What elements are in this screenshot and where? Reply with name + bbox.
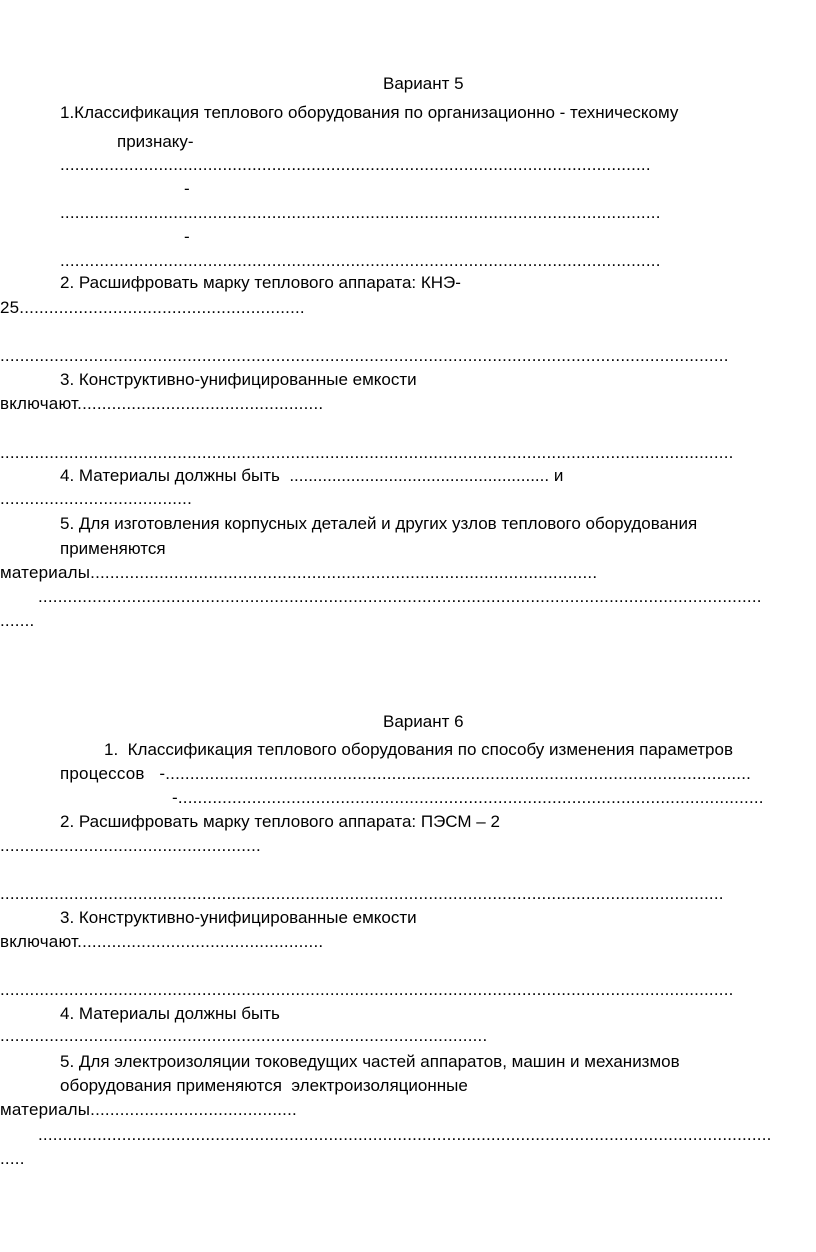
v6-q1-answer-line-1[interactable]: процессов -....................................................................................................................... [60,764,752,783]
variant6-title: Вариант 6 [383,712,464,731]
v6-q5-text: 5. Для электроизоляции токоведущих частей аппаратов, машин и механизмов [60,1052,680,1071]
v5-q1-text: 1.Классификация теплового оборудования по организационно - техническому [60,103,679,122]
v6-q3-answer-line-1[interactable]: включают.................................................. [0,932,324,951]
v5-q2-answer-line-2[interactable]: .................................................................................................................................................... [0,346,729,365]
v5-q5-answer-line-2[interactable]: ................................................................................................................................................... [38,587,762,606]
v5-q1-answer-line-2[interactable]: .......................................................................................................................... [60,203,661,222]
v6-q5-text-cont: оборудования применяются электроизоляционные [60,1076,468,1095]
v5-q4-answer-line[interactable]: ....................................... [0,489,193,508]
v6-q2-text: 2. Расшифровать марку теплового аппарата: ПЭСМ – 2 [60,812,500,831]
v5-q5-answer-line-1[interactable]: материалы....................................................................................................... [0,563,598,582]
v5-q1-dash-2: - [184,227,190,246]
v5-q3-text: 3. Конструктивно-унифицированные емкости [60,370,417,389]
v6-q4-text: 4. Материалы должны быть [60,1004,280,1023]
v6-q3-answer-line-2[interactable]: ..................................................................................................................................................... [0,980,734,999]
v6-q3-text: 3. Конструктивно-унифицированные емкости [60,908,417,927]
v6-q5-answer-line-2[interactable]: ..................................................................................................................................................... [38,1125,772,1144]
v6-q5-answer-line-3[interactable]: ..... [0,1149,25,1168]
v5-q2-answer-line-1[interactable]: 25.......................................................... [0,298,305,317]
v5-q1-dash-1: - [184,179,190,198]
v5-q3-answer-line-2[interactable]: ..................................................................................................................................................... [0,443,734,462]
v6-q4-answer-line[interactable]: ................................................................................................... [0,1026,488,1045]
v6-q2-answer-line-2[interactable]: ................................................................................................................................................... [0,884,724,903]
variant5-title: Вариант 5 [383,74,464,93]
v5-q2-text: 2. Расшифровать марку теплового аппарата: КНЭ- [60,273,461,292]
v5-q5-text-cont: применяются [60,539,166,558]
v6-q2-answer-line-1[interactable]: ..................................................... [0,836,261,855]
v6-q1-text: 1. Классификация теплового оборудования по способу изменения параметров [104,740,733,759]
v5-q4-text: 4. Материалы должны быть ....................................................... и [60,466,564,485]
v5-q1-answer-line-3[interactable]: .......................................................................................................................... [60,251,661,270]
v5-q5-answer-line-3[interactable]: ....... [0,611,35,630]
v5-q3-answer-line-1[interactable]: включают.................................................. [0,394,324,413]
v5-q1-answer-line-1[interactable]: ........................................................................................................................ [60,155,651,174]
v5-q1-text-cont: признаку- [117,132,194,151]
v5-q5-text: 5. Для изготовления корпусных деталей и других узлов теплового оборудования [60,514,698,533]
v6-q1-answer-line-2[interactable]: -....................................................................................................................... [172,788,764,807]
v6-q5-answer-line-1[interactable]: материалы.......................................... [0,1100,297,1119]
